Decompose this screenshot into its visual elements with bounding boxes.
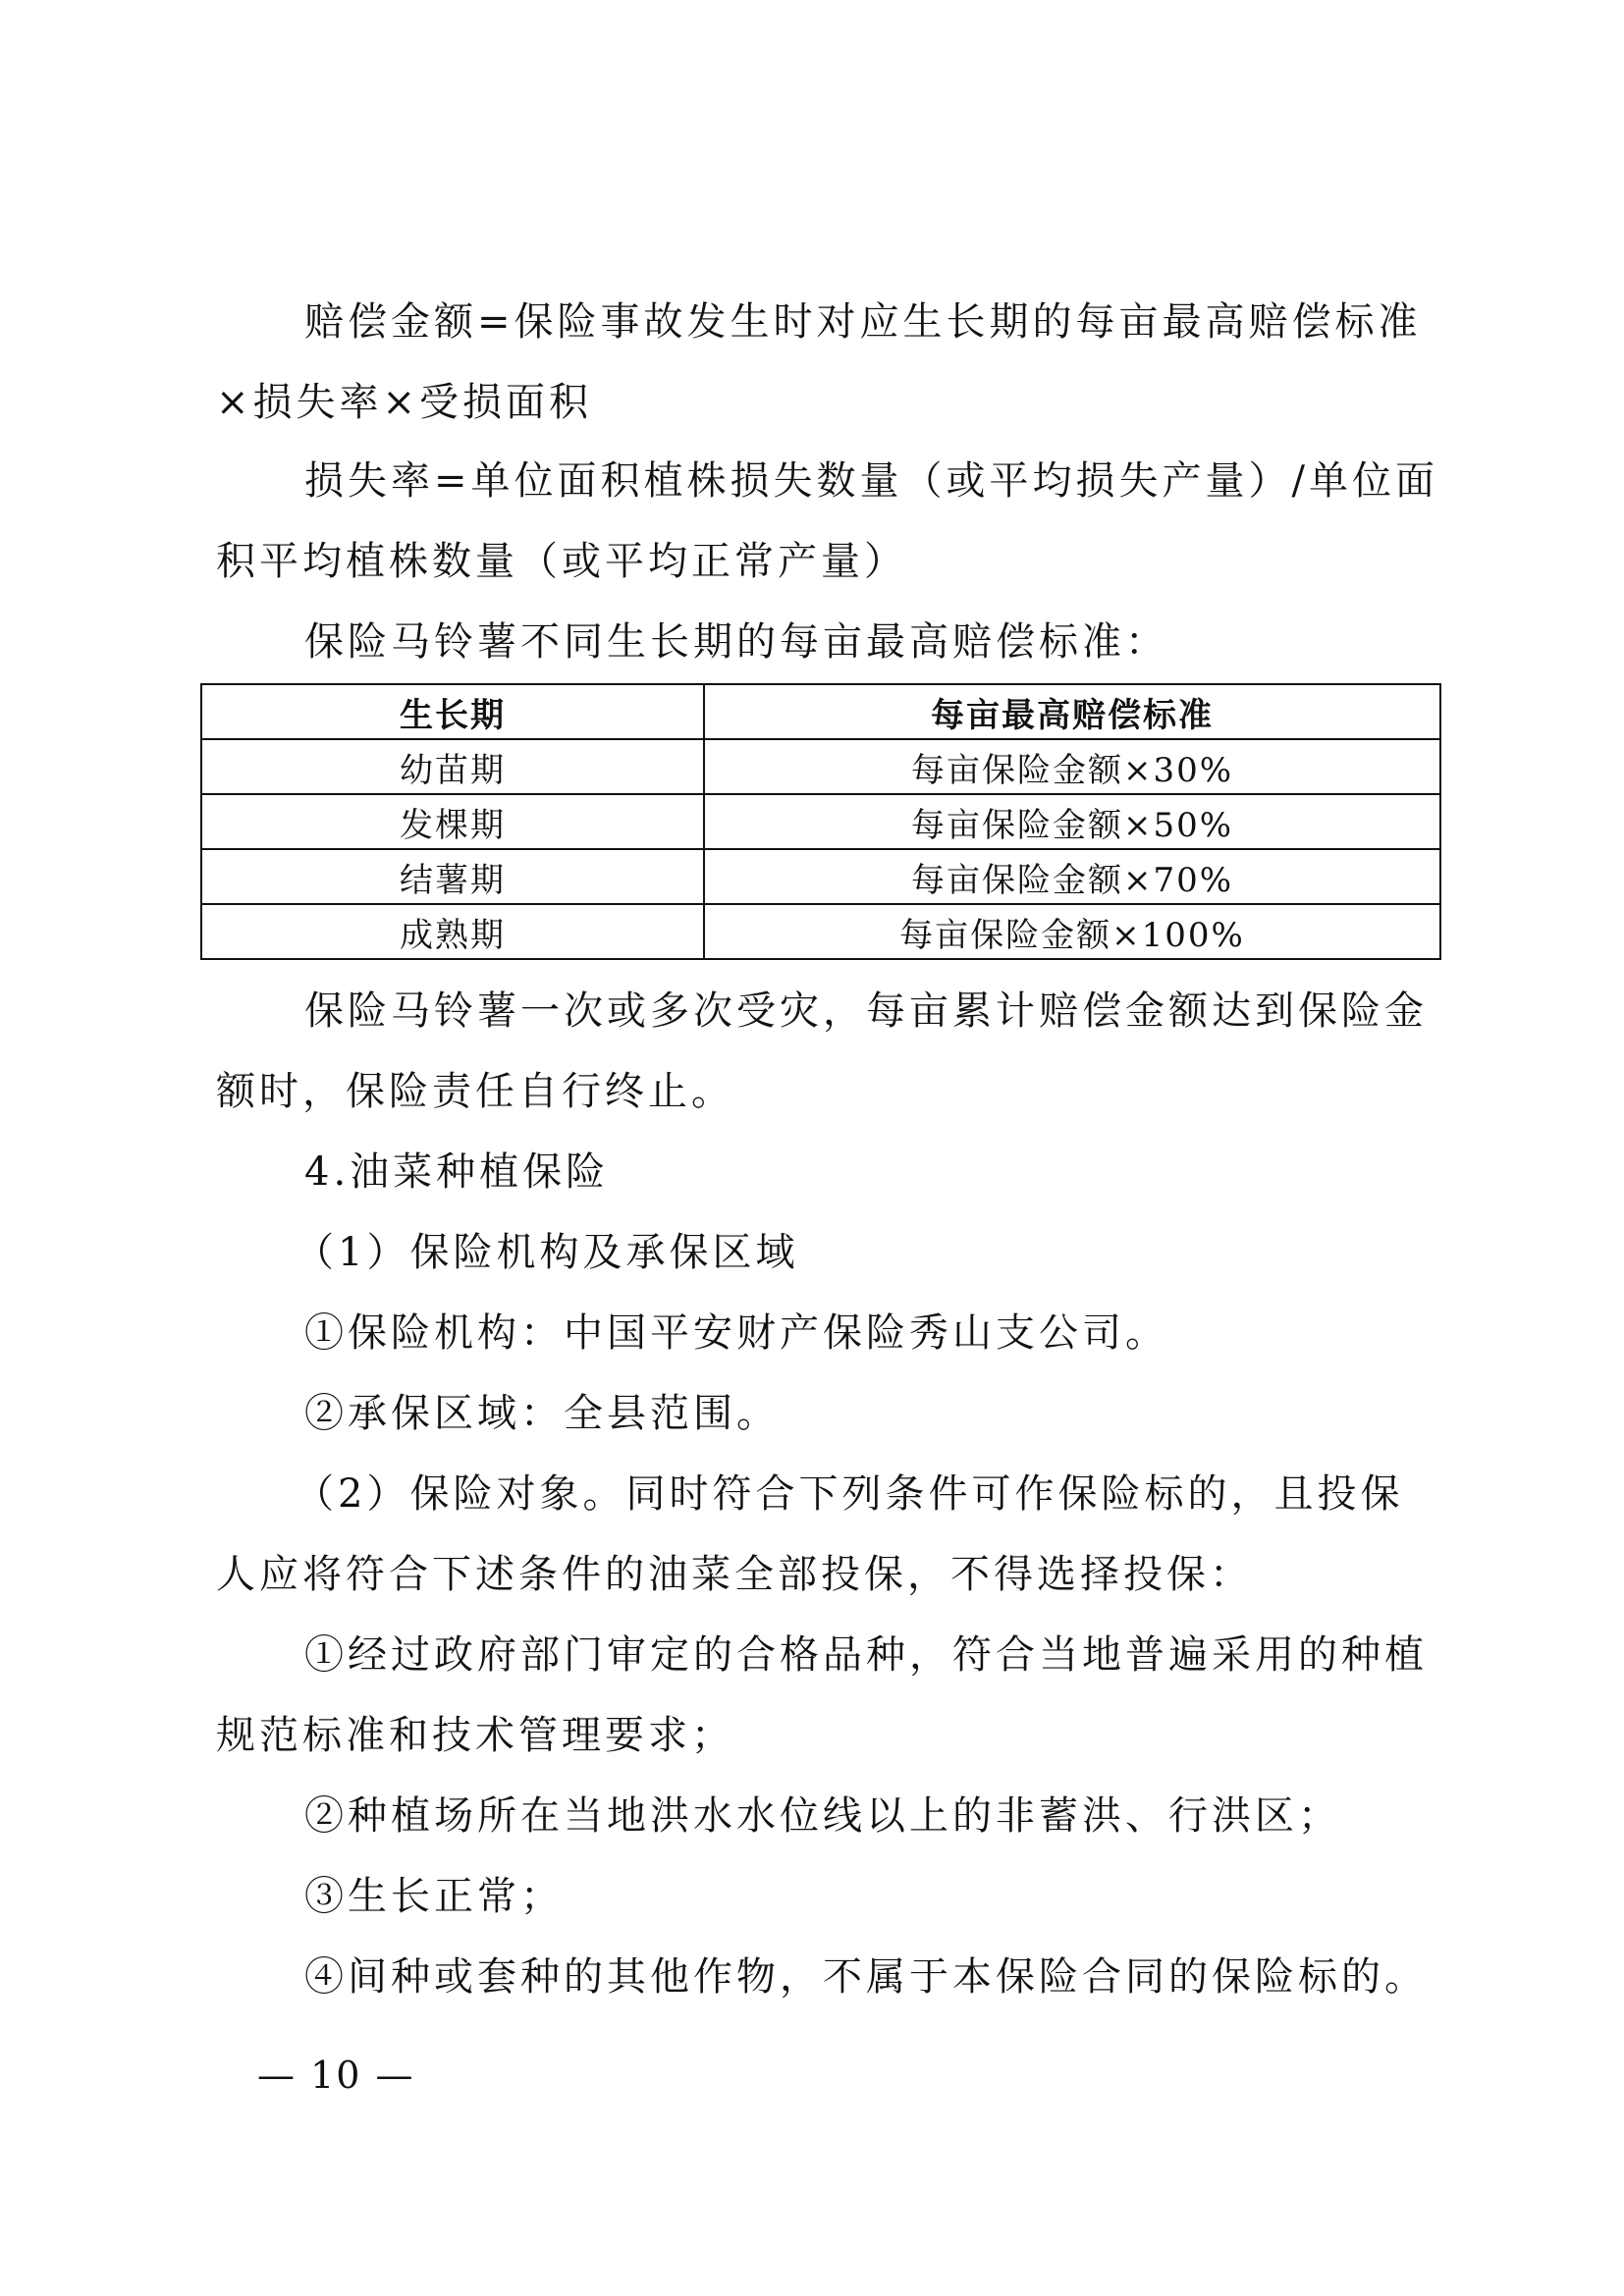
page-number: — 10 — (257, 2054, 415, 2097)
column-header-growth-stage: 生长期 (201, 684, 704, 739)
condition-3: ③生长正常； (304, 1874, 564, 1919)
table-cell-standard: 每亩保险金额×50% (704, 794, 1440, 849)
condition-1-line-2: 规范标准和技术管理要求； (216, 1713, 734, 1758)
loss-rate-formula-line-1: 损失率=单位面积植株损失数量（或平均损失产量）/单位面 (304, 458, 1438, 504)
table-cell-standard: 每亩保险金额×100% (704, 904, 1440, 959)
table-cell-stage: 结薯期 (201, 849, 704, 904)
table-row (201, 904, 1440, 959)
insured-object-line-2: 人应将符合下述条件的油菜全部投保，不得选择投保： (216, 1552, 1253, 1597)
condition-4: ④间种或套种的其他作物，不属于本保险合同的保险标的。 (304, 1954, 1428, 2000)
column-header-max-compensation: 每亩最高赔偿标准 (704, 684, 1440, 739)
compensation-formula-line-1: 赔偿金额=保险事故发生时对应生长期的每亩最高赔偿标准 (304, 299, 1422, 345)
item-coverage-area: ②承保区域：全县范围。 (304, 1391, 780, 1436)
cumulative-compensation-line-1: 保险马铃薯一次或多次受灾，每亩累计赔偿金额达到保险金 (304, 988, 1428, 1034)
table-cell-standard: 每亩保险金额×30% (704, 739, 1440, 794)
item-insurer: ①保险机构：中国平安财产保险秀山支公司。 (304, 1310, 1168, 1356)
table-header-row (201, 684, 1440, 739)
compensation-formula-line-2: ×损失率×受损面积 (216, 380, 593, 425)
table-row (201, 739, 1440, 794)
table-intro: 保险马铃薯不同生长期的每亩最高赔偿标准： (304, 619, 1168, 665)
table-cell-stage: 成熟期 (201, 904, 704, 959)
insured-object-line-1: （2）保险对象。同时符合下列条件可作保险标的，且投保 (295, 1471, 1404, 1517)
table-row (201, 794, 1440, 849)
condition-2: ②种植场所在当地洪水水位线以上的非蓄洪、行洪区； (304, 1793, 1341, 1839)
table-cell-standard: 每亩保险金额×70% (704, 849, 1440, 904)
compensation-table (200, 683, 1441, 960)
condition-1-line-1: ①经过政府部门审定的合格品种，符合当地普遍采用的种植 (304, 1632, 1428, 1678)
loss-rate-formula-line-2: 积平均植株数量（或平均正常产量） (216, 539, 907, 584)
table-cell-stage: 幼苗期 (201, 739, 704, 794)
subsection-heading-institution: （1）保险机构及承保区域 (295, 1230, 799, 1275)
table-row (201, 849, 1440, 904)
cumulative-compensation-line-2: 额时，保险责任自行终止。 (216, 1069, 734, 1114)
table-cell-stage: 发棵期 (201, 794, 704, 849)
section-heading-rapeseed: 4.油菜种植保险 (304, 1149, 610, 1195)
